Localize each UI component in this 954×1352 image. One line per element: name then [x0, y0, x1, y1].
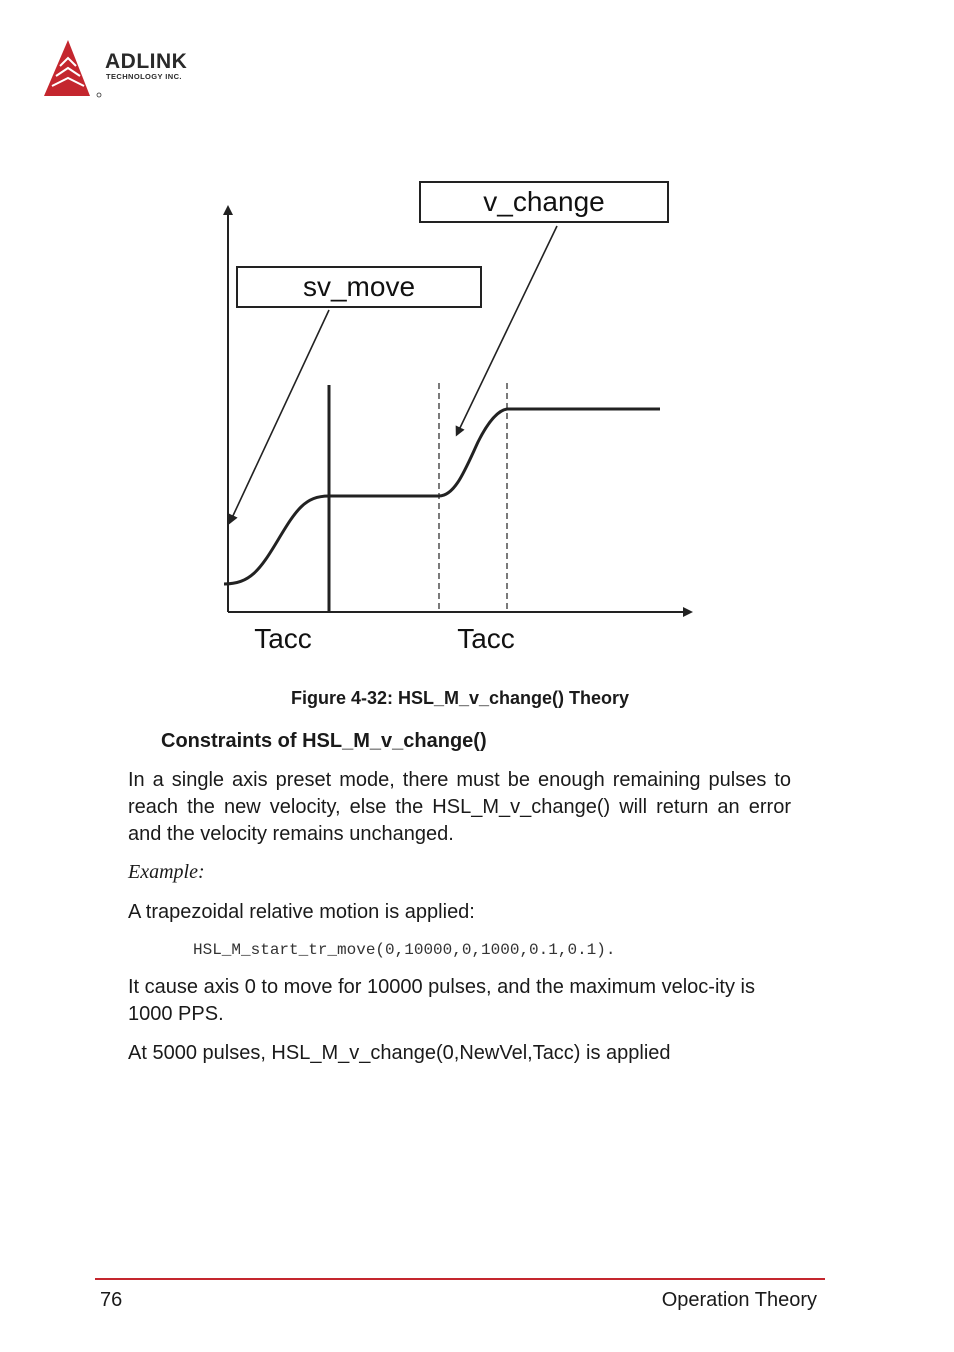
figure-caption: Figure 4-32: HSL_M_v_change() Theory: [290, 688, 630, 708]
paragraph-trapezoidal: A trapezoidal relative motion is applied:: [128, 901, 475, 923]
tacc-label-1: Tacc: [254, 623, 312, 654]
example-label: Example:: [128, 861, 205, 883]
velocity-profile-figure: [210, 170, 710, 670]
paragraph-v-change-applied: At 5000 pulses, HSL_M_v_change(0,NewVel,Tacc) is applied: [128, 1042, 671, 1064]
sv-move-pointer-arrow: [231, 310, 329, 520]
tacc-label-2: Tacc: [457, 623, 515, 654]
logo-subtext: TECHNOLOGY INC.: [106, 72, 182, 81]
code-sample: HSL_M_start_tr_move(0,10000,0,1000,0.1,0.1).: [193, 941, 616, 959]
footer-section-title: Operation Theory: [661, 1289, 817, 1311]
section-heading: Constraints of HSL_M_v_change(): [161, 730, 487, 752]
page-number: 76: [100, 1289, 123, 1311]
v-change-label: v_change: [483, 186, 605, 217]
logo-wordmark: ADLINK: [105, 50, 188, 73]
paragraph-axis-move-text: It cause axis 0 to move for 10000 pulses, and the maximum veloc-ity is 1000 PPS.: [128, 976, 755, 1025]
footer-divider: [95, 1278, 825, 1280]
sv-move-label: sv_move: [302, 271, 416, 302]
paragraph-axis-move: [128, 974, 768, 1028]
v-change-pointer-arrow: [458, 226, 557, 432]
velocity-curve: [224, 409, 660, 584]
paragraph-constraints: In a single axis preset mode, there must be enough remaining pulses to reach the new velocity, else the HSL_M_v_change() will return an error and the velocity remains unchanged.: [128, 769, 791, 845]
